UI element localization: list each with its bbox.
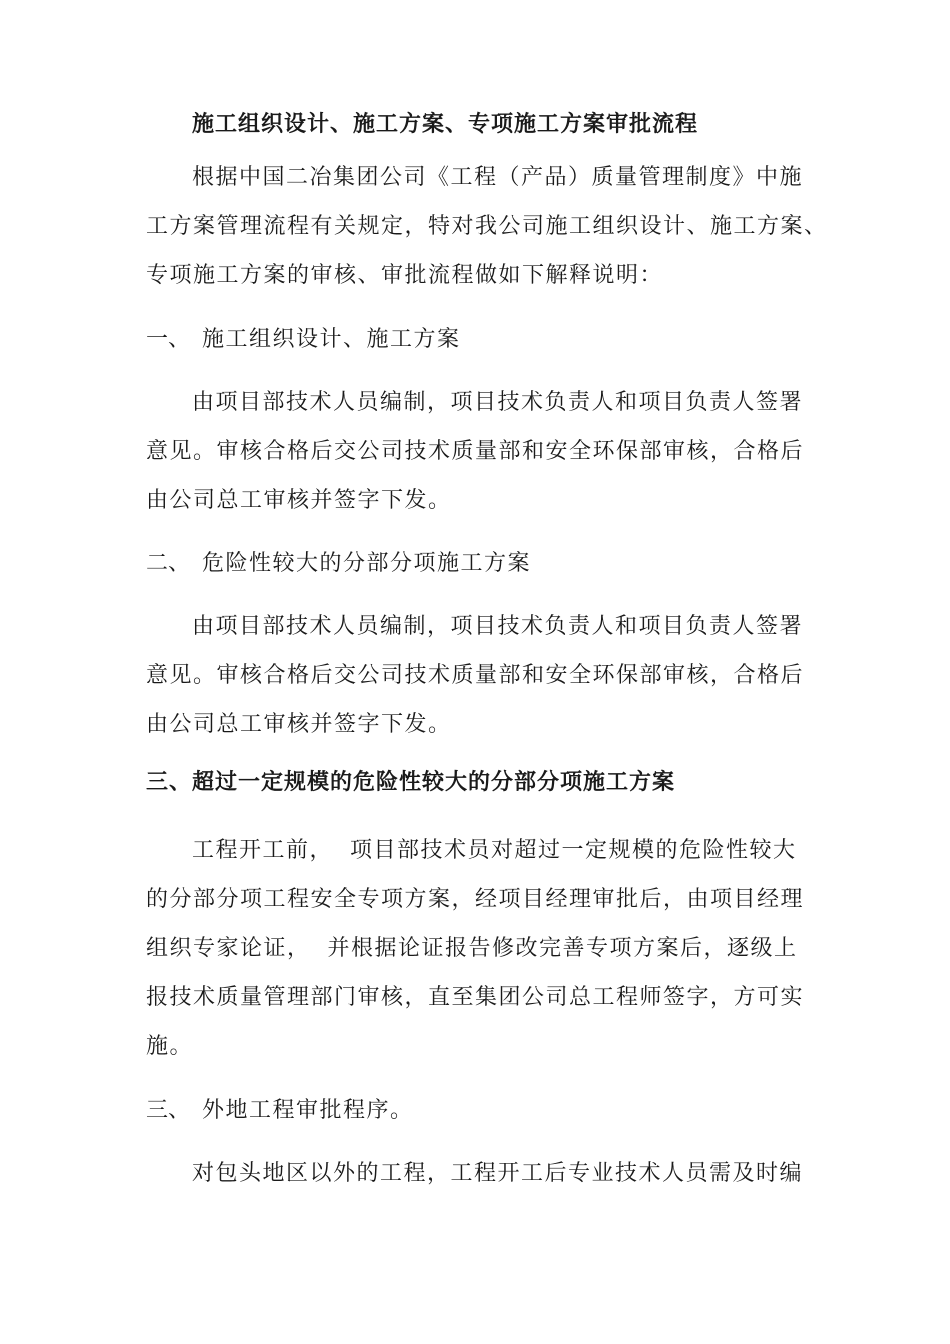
section-heading-text: 外地工程审批程序。	[202, 1098, 414, 1123]
intro-line: 根据中国二冶集团公司《工程（产品）质量管理制度》中施	[192, 165, 804, 190]
section-body-line: 组织专家论证， 并根据论证报告修改完善专项方案后，逐级上	[146, 936, 798, 961]
section-body-line: 工程开工前， 项目部技术员对超过一定规模的危险性较大	[192, 838, 797, 863]
section-body-line: 的分部分项工程安全专项方案，经项目经理审批后，由项目经理	[146, 887, 805, 912]
section-number: 二、	[146, 551, 191, 576]
section-heading	[146, 549, 190, 579]
intro-line: 工方案管理流程有关规定，特对我公司施工组织设计、施工方案、	[146, 214, 828, 239]
document-title: 施工组织设计、施工方案、专项施工方案审批流程	[192, 112, 699, 137]
section-heading	[146, 1096, 190, 1126]
section-body-line: 对包头地区以外的工程，工程开工后专业技术人员需及时编	[192, 1161, 804, 1186]
section-heading	[146, 325, 190, 355]
section-body-line: 由公司总工审核并签字下发。	[146, 712, 452, 737]
section-number: 一、	[146, 327, 191, 352]
section-body-line: 由项目部技术人员编制，项目技术负责人和项目负责人签署	[192, 614, 804, 639]
section-heading-text: 施工组织设计、施工方案	[202, 327, 461, 352]
section-body-line: 意见。审核合格后交公司技术质量部和安全环保部审核，合格后	[146, 439, 805, 464]
section-body-line: 意见。审核合格后交公司技术质量部和安全环保部审核，合格后	[146, 663, 805, 688]
section-body-line: 报技术质量管理部门审核，直至集团公司总工程师签字，方可实	[146, 985, 805, 1010]
section-body-line: 施。	[146, 1034, 194, 1059]
section-heading-text: 危险性较大的分部分项施工方案	[202, 551, 532, 576]
section-number: 三、	[146, 770, 193, 795]
section-number: 三、	[146, 1098, 191, 1123]
section-body-line: 由项目部技术人员编制，项目技术负责人和项目负责人签署	[192, 390, 804, 415]
section-body-line: 由公司总工审核并签字下发。	[146, 488, 452, 513]
section-heading	[146, 768, 675, 798]
section-heading-text: 超过一定规模的危险性较大的分部分项施工方案	[192, 770, 676, 795]
intro-line: 专项施工方案的审核、审批流程做如下解释说明：	[146, 263, 664, 288]
